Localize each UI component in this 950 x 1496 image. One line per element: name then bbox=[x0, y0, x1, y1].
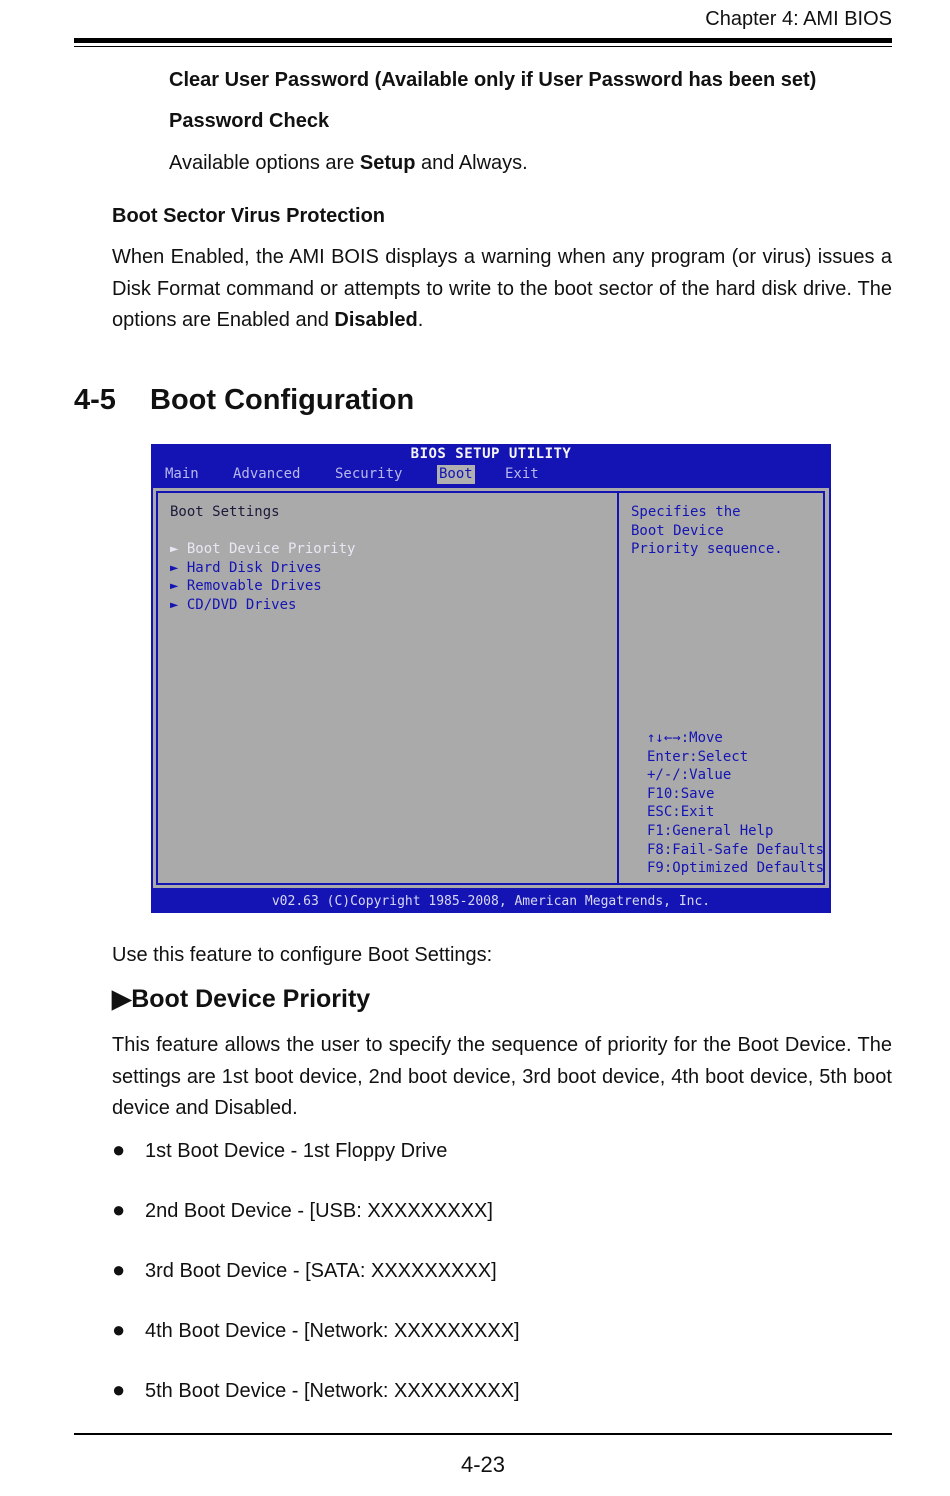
password-check-heading: Password Check bbox=[169, 110, 330, 132]
password-check-options bbox=[169, 153, 528, 173]
bios-item-cd-dvd-drives[interactable]: ► CD/DVD Drives bbox=[170, 596, 297, 613]
list-item-text: 4th Boot Device - [Network: XXXXXXXXX] bbox=[145, 1320, 520, 1342]
options-suffix: and Always. bbox=[415, 152, 528, 174]
list-item-text: 1st Boot Device - 1st Floppy Drive bbox=[145, 1140, 448, 1162]
virus-text-default: Disabled bbox=[334, 309, 418, 331]
bios-menu-advanced[interactable]: Advanced bbox=[233, 466, 301, 482]
bios-item-hard-disk-drives[interactable]: ► Hard Disk Drives bbox=[170, 559, 322, 576]
bios-menu-exit[interactable]: Exit bbox=[505, 466, 539, 482]
bios-item-removable-drives[interactable]: ► Removable Drives bbox=[170, 578, 322, 595]
list-item-text: 3rd Boot Device - [SATA: XXXXXXXXX] bbox=[145, 1260, 497, 1282]
bios-item-label: CD/DVD Drives bbox=[186, 596, 297, 613]
bullet-icon: ● bbox=[112, 1197, 126, 1222]
bios-copyright: v02.63 (C)Copyright 1985-2008, American Megatrends, Inc. bbox=[271, 894, 711, 909]
chapter-title: Chapter 4: AMI BIOS bbox=[705, 8, 892, 30]
bios-screenshot bbox=[151, 444, 831, 913]
bios-menu-main[interactable]: Main bbox=[165, 466, 199, 482]
bios-item-label: Removable Drives bbox=[186, 578, 322, 595]
bios-divider bbox=[617, 493, 619, 883]
bios-menu-boot[interactable]: Boot bbox=[439, 466, 473, 482]
boot-device-priority-heading bbox=[112, 984, 370, 1014]
section-title: Boot Configuration bbox=[150, 384, 415, 416]
bios-key-legend: ↑↓←→:Move Enter:Select +/-/:Value F10:Save ESC:Exit F1:General Help F8:Fail-Safe Defaults F9:Optimized Defaults bbox=[647, 730, 825, 877]
header-rule bbox=[74, 38, 892, 43]
clear-password-heading: Clear User Password (Available only if User Password has been set) bbox=[169, 69, 817, 91]
header-rule-thin bbox=[74, 46, 892, 47]
bios-boot-settings bbox=[170, 503, 355, 615]
boot-device-priority-description: This feature allows the user to specify the sequence of priority for the Boot Device. The settings are 1st boot device, 2nd boot device, 3rd boot device, 4th boot device, 5th boot device and Disabled. bbox=[112, 1034, 892, 1119]
bullet-icon: ● bbox=[112, 1377, 126, 1402]
bullet-icon: ● bbox=[112, 1257, 126, 1282]
bullet-icon: ● bbox=[112, 1317, 126, 1342]
section-heading bbox=[74, 384, 414, 417]
bios-item-boot-device-priority[interactable]: ► Boot Device Priority bbox=[170, 541, 356, 558]
virus-protection-text bbox=[112, 242, 892, 337]
bios-frame bbox=[156, 491, 825, 885]
bios-menu-security[interactable]: Security bbox=[335, 466, 403, 482]
virus-text-main: When Enabled, the AMI BOIS displays a warning when any program (or virus) issues a Disk Format command or attempts to write to the boot sector of the hard disk drive. The options are Enabled and bbox=[112, 246, 892, 331]
list-item-text: 5th Boot Device - [Network: XXXXXXXXX] bbox=[145, 1380, 520, 1402]
list-item-text: 2nd Boot Device - [USB: XXXXXXXXX] bbox=[145, 1200, 493, 1222]
intro-text: Use this feature to configure Boot Settings: bbox=[112, 944, 493, 966]
bios-menu-bar bbox=[151, 465, 831, 484]
bios-title: BIOS SETUP UTILITY bbox=[410, 446, 572, 462]
virus-text-end: . bbox=[417, 309, 424, 331]
bios-help-text: Specifies the Boot Device Priority sequence. bbox=[631, 504, 783, 558]
boot-device-priority-title: Boot Device Priority bbox=[131, 985, 371, 1013]
section-number: 4-5 bbox=[74, 384, 116, 416]
footer-rule bbox=[74, 1433, 892, 1435]
page-number: 4-23 bbox=[460, 1452, 506, 1477]
bios-panel-heading: Boot Settings bbox=[170, 504, 280, 520]
bios-item-label: Boot Device Priority bbox=[186, 541, 356, 558]
options-default: Setup bbox=[359, 152, 416, 174]
bullet-icon: ● bbox=[112, 1137, 126, 1162]
options-prefix: Available options are bbox=[169, 152, 360, 174]
bios-item-label: Hard Disk Drives bbox=[186, 559, 322, 576]
bios-panel bbox=[153, 488, 829, 888]
triangle-icon: ▶ bbox=[112, 985, 132, 1013]
virus-protection-heading: Boot Sector Virus Protection bbox=[112, 205, 386, 227]
